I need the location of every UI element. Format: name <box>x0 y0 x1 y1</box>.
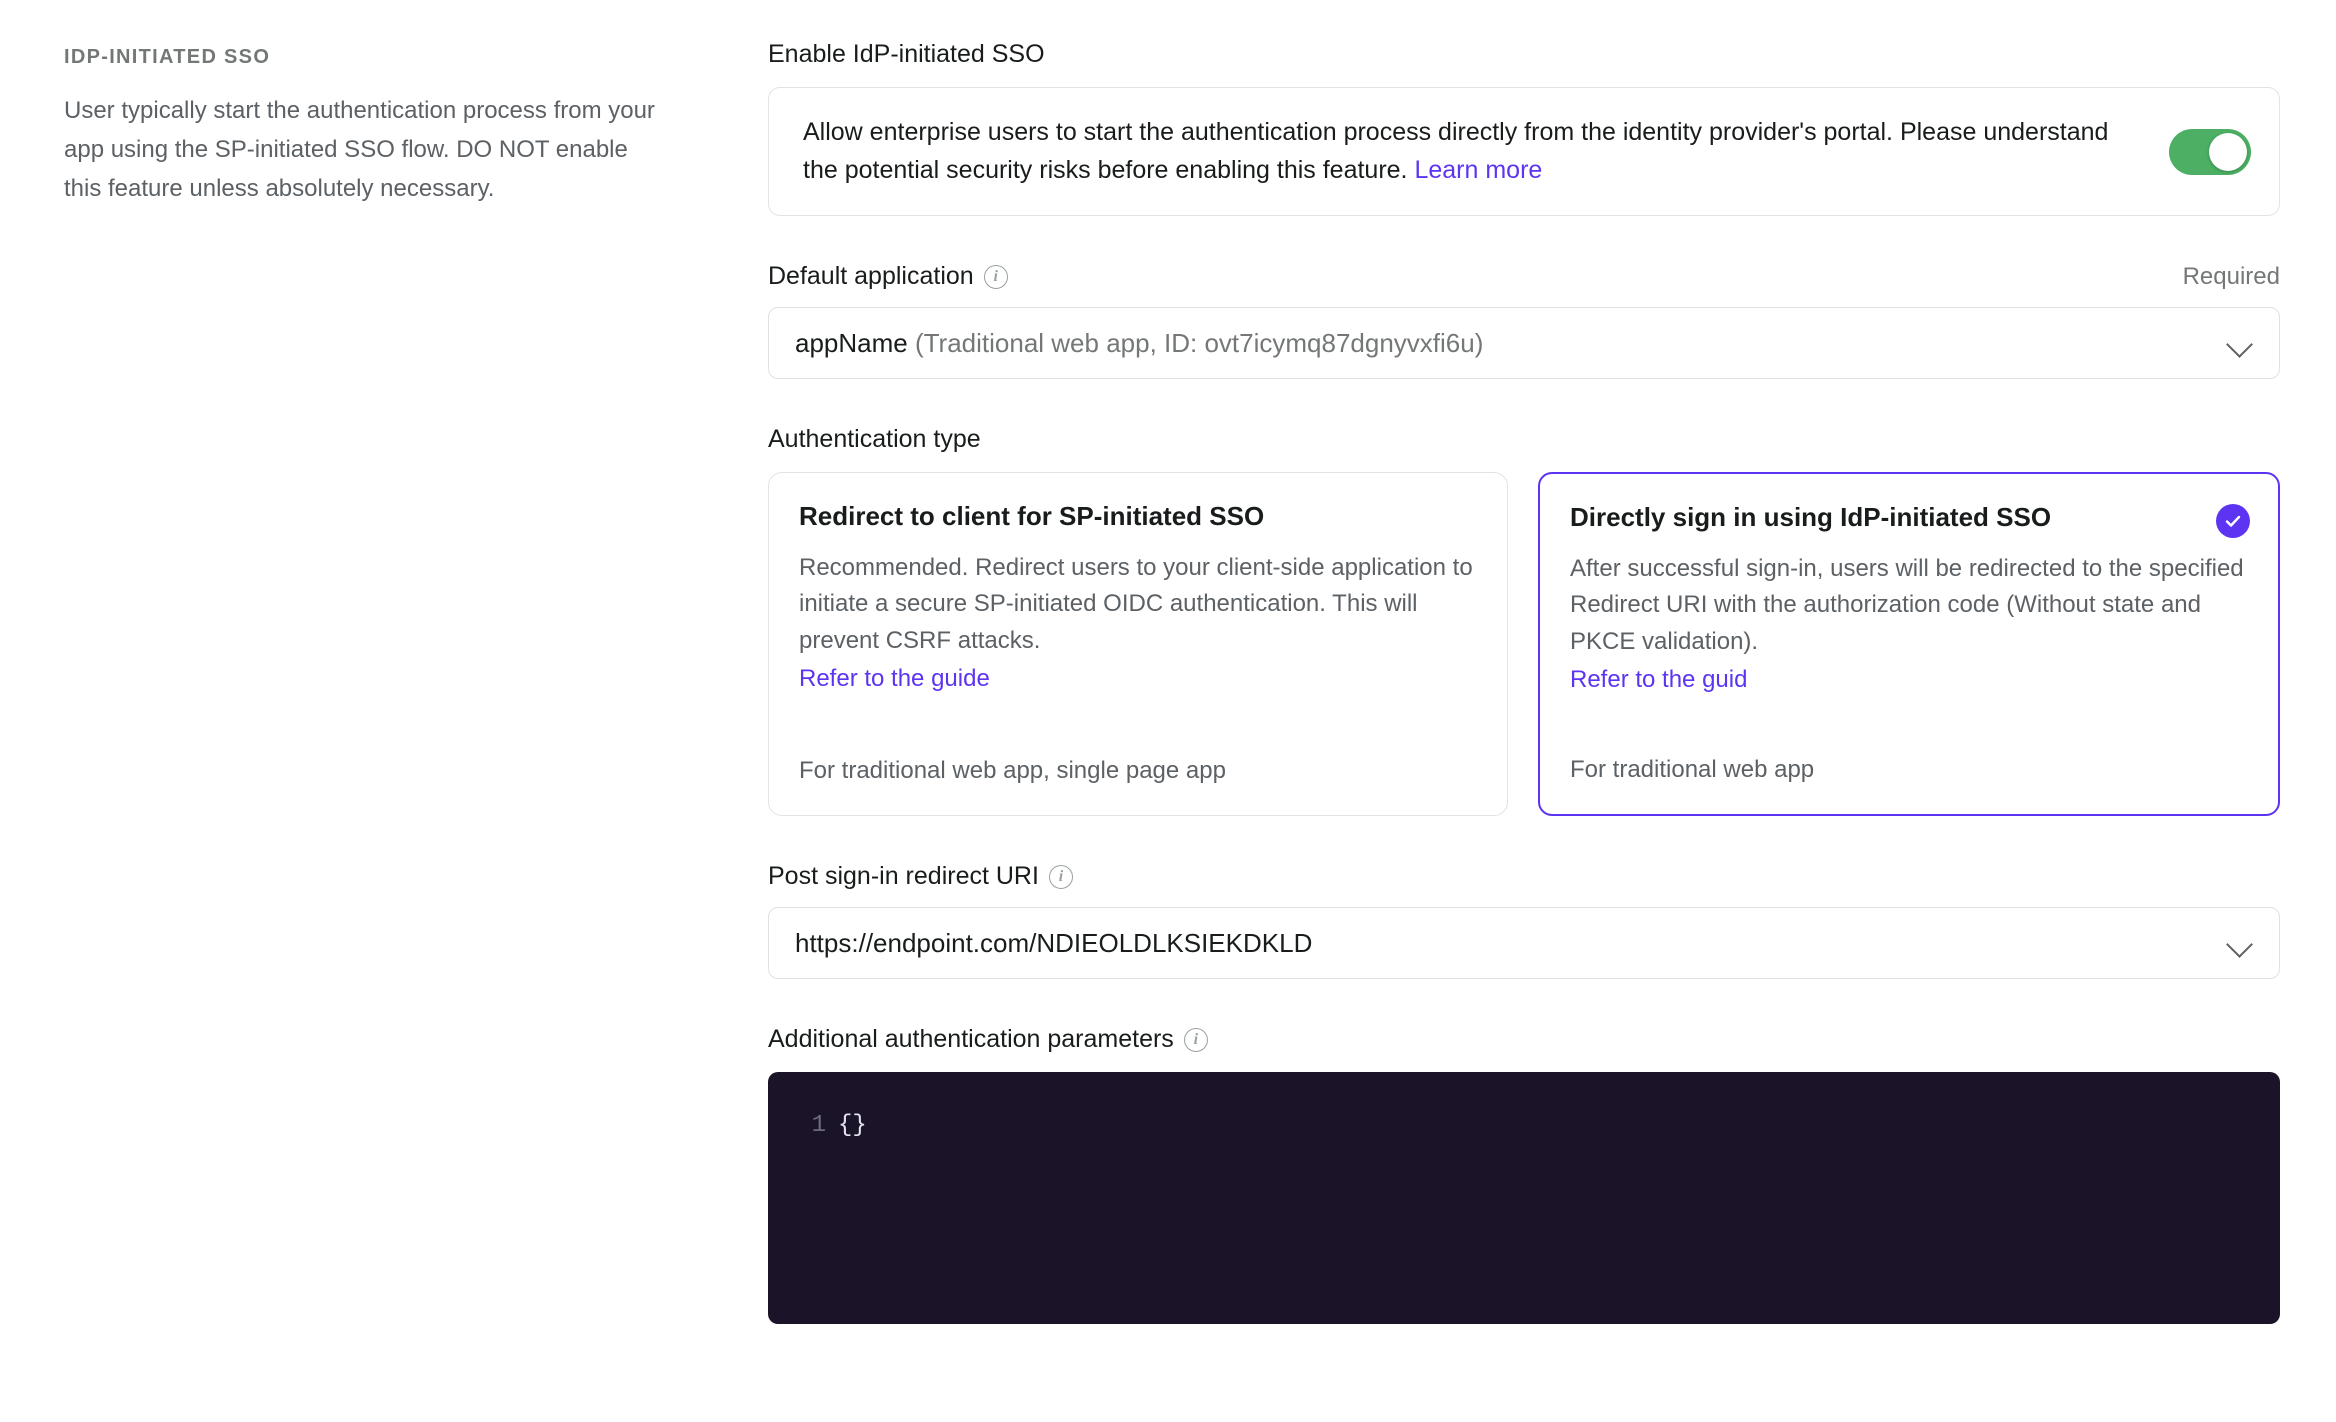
auth-option-footer: For traditional web app <box>1570 756 1815 783</box>
default-application-field <box>768 262 2280 379</box>
redirect-uri-value: https://endpoint.com/NDIEOLDLKSIEKDKLD <box>795 927 1313 958</box>
auth-option-guide-link[interactable]: Refer to the guide <box>799 665 990 693</box>
auth-option-direct-idp-sso[interactable] <box>1538 472 2280 816</box>
required-indicator: Required <box>2182 262 2280 290</box>
info-icon: i <box>1049 865 1073 889</box>
default-application-select[interactable] <box>768 307 2280 379</box>
additional-parameters-label-text: Additional authentication parameters <box>768 1025 1174 1053</box>
enable-sso-description <box>803 114 2143 189</box>
auth-option-redirect-to-client[interactable] <box>768 472 1508 816</box>
auth-option-description <box>1570 551 2248 699</box>
additional-parameters-code-editor[interactable] <box>768 1072 2280 1324</box>
code-line-number: 1 <box>811 1112 826 1139</box>
default-application-app-name: appName <box>795 327 908 358</box>
authentication-type-field <box>768 425 2280 816</box>
section-eyebrow: IDP-INITIATED SSO <box>64 46 271 68</box>
chevron-down-icon <box>2227 330 2253 356</box>
authentication-type-options <box>768 472 2280 816</box>
authentication-type-label: Authentication type <box>768 425 981 453</box>
auth-option-title: Directly sign in using IdP-initiated SSO <box>1570 502 2052 532</box>
auth-option-description-text: After successful sign-in, users will be redirected to the specified Redirect URI with the authorization code (Without state and PKCE validation). <box>1570 555 2244 655</box>
redirect-uri-field <box>768 862 2280 979</box>
chevron-down-icon <box>2227 930 2253 956</box>
auth-option-title: Redirect to client for SP-initiated SSO <box>799 501 1265 531</box>
additional-parameters-field <box>768 1025 2280 1324</box>
enable-sso-label: Enable IdP-initiated SSO <box>768 40 1045 68</box>
default-application-label-text: Default application <box>768 262 974 290</box>
enable-sso-panel <box>768 87 2280 216</box>
section-description: User typically start the authentication process from your app using the SP-initiated SSO flow. DO NOT enable this feature unless absolutely necessary. <box>64 97 655 203</box>
auth-option-description-text: Recommended. Redirect users to your client-side application to initiate a secure SP-initiated OIDC authentication. This will prevent CSRF attacks. <box>799 554 1473 654</box>
info-icon: i <box>1184 1028 1208 1052</box>
auth-option-guide-link[interactable]: Refer to the guid <box>1570 666 1748 694</box>
learn-more-link[interactable]: Learn more <box>1414 155 1543 184</box>
default-application-label <box>768 262 1008 291</box>
auth-option-footer: For traditional web app, single page app <box>799 757 1226 784</box>
enable-sso-description-text: Allow enterprise users to start the authentication process directly from the identity provider's portal. Please understand the potential security risks before enabling this feature. <box>803 118 2109 184</box>
check-circle-icon <box>2216 504 2250 538</box>
redirect-uri-select[interactable] <box>768 907 2280 979</box>
settings-form <box>768 40 2280 1324</box>
auth-option-description <box>799 550 1477 698</box>
enable-sso-field <box>768 40 2280 216</box>
info-icon: i <box>984 265 1008 289</box>
enable-sso-toggle[interactable] <box>2169 129 2251 175</box>
toggle-knob <box>2209 133 2247 171</box>
additional-parameters-label <box>768 1025 1208 1054</box>
code-content[interactable]: {} <box>838 1112 867 1139</box>
redirect-uri-label-text: Post sign-in redirect URI <box>768 862 1039 890</box>
default-application-value <box>795 328 1483 359</box>
section-info <box>64 46 664 208</box>
redirect-uri-label <box>768 862 1073 891</box>
default-application-app-detail: (Traditional web app, ID: ovt7icymq87dgnyvxfi6u) <box>914 327 1484 358</box>
